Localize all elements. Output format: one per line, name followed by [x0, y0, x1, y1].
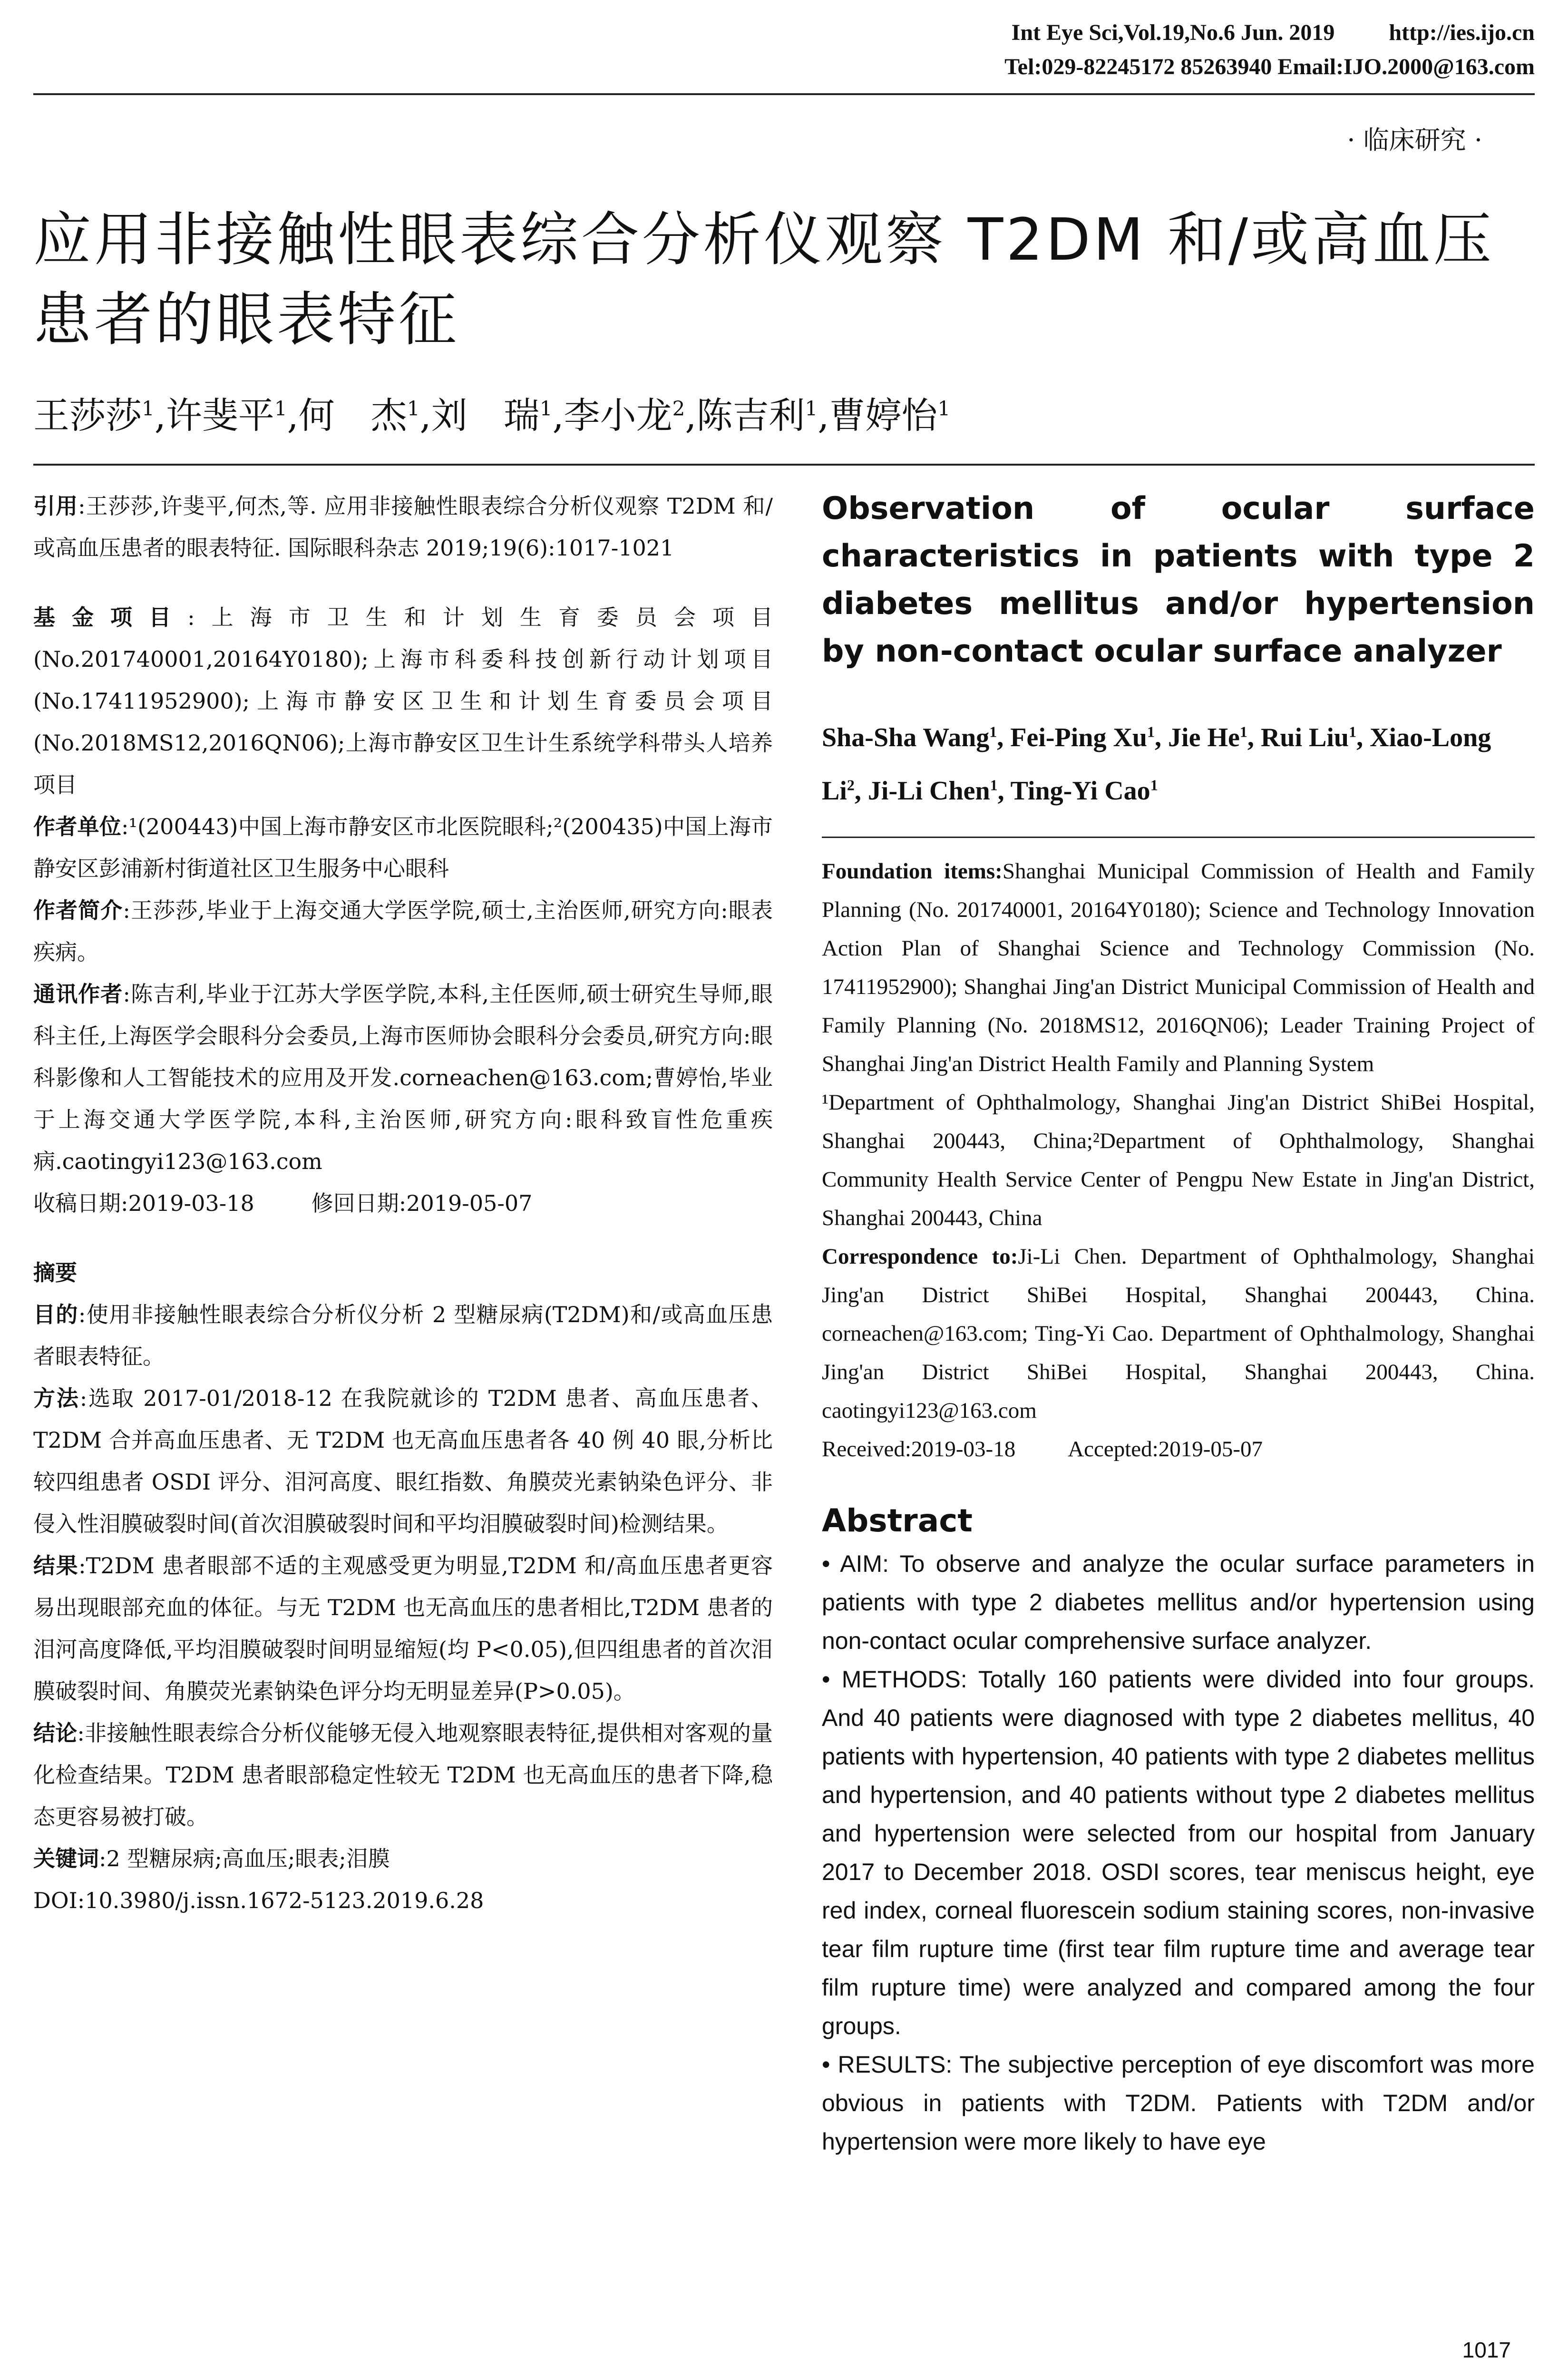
citation: 引用:王莎莎,许斐平,何杰,等. 应用非接触性眼表综合分析仪观察 T2DM 和/或高血压患者的眼表特征. 国际眼科杂志 2019;19(6):1017-1021 [33, 493, 773, 561]
affiliations: ¹Department of Ophthalmology, Shanghai Jing'an District ShiBei Hospital, Shanghai 200443, China;²Department of Ophthalmology, Shanghai Community Health Service Center of Pengpu New Estate in Jing'an District, Shanghai 200443, China [822, 1090, 1535, 1231]
author: 陈吉利$^1$ [696, 394, 818, 437]
english-authors: Sha-Sha Wang$^1$, Fei-Ping Xu$^1$, Jie He$^1$, Rui Liu$^1$, Xiao-Long Li$^2$, Ji-Li Chen$^1$, Ting-Yi Cao$^1$ [822, 722, 1491, 806]
author: Xiao-Long Li$^2$ [822, 722, 1491, 806]
foundation-items: Foundation items:Shanghai Municipal Commission of Health and Family Planning (No. 201740001, 20164Y0180); Science and Technology Innovation Action Plan of Shanghai Science and Technology Commission (No. 17411952900); Shanghai Jing'an District Municipal Commission of Health and Family Planning (No. 2018MS12, 2016QN06); Leader Training Project of Shanghai Jing'an District Health Family and Planning System [822, 859, 1535, 1077]
english-authors-rule [822, 837, 1535, 838]
fund: 基金项目:上海市卫生和计划生育委员会项目(No.201740001,20164Y0180);上海市科委科技创新行动计划项目(No.17411952900);上海市静安区卫生和计划生育委员会项目(No.2018MS12,2016QN06);上海市静安区卫生计生系统学科带头人培养项目 [33, 604, 773, 798]
chinese-title: 应用非接触性眼表综合分析仪观察 T2DM 和/或高血压患者的眼表特征 [33, 206, 1495, 353]
author: 许斐平$^1$ [166, 394, 287, 437]
abstract-heading: Abstract [822, 1502, 973, 1539]
author: 刘 瑞$^1$ [431, 394, 553, 437]
chinese-authors: 王莎莎$^1$,许斐平$^1$,何 杰$^1$,刘 瑞$^1$,李小龙$^2$,陈吉利$^1$,曹婷怡$^1$ [33, 394, 951, 437]
author: 曹婷怡$^1$ [829, 394, 951, 437]
journal-citation: Int Eye Sci,Vol.19,No.6 Jun. 2019 [1011, 20, 1335, 45]
author: Ting-Yi Cao$^1$ [1010, 776, 1158, 806]
journal-contact: Tel:029-82245172 85263940 Email:IJO.2000@163.com [1004, 54, 1535, 79]
author: Sha-Sha Wang$^1$ [822, 722, 997, 752]
section-label: · 临床研究 · [1347, 125, 1482, 155]
abstract-methods: • METHODS: Totally 160 patients were divided into four groups. And 40 patients were diagnosed with type 2 diabetes mellitus, 40 patients with hypertension, 40 patients with type 2 diabetes mellitus and hypertension, and 40 patients without type 2 diabetes mellitus and hypertension were selected from our hospital from January 2017 to December 2018. OSDI scores, tear meniscus height, eye red index, corneal fluorescein sodium staining scores, non-invasive tear film rupture time (first tear film rupture time and average tear film rupture time) were analyzed and compared among the four groups. [822, 1666, 1535, 2040]
abstract-aim: • AIM: To observe and analyze the ocular surface parameters in patients with type 2 diabetes mellitus and/or hypertension using non-contact ocular comprehensive surface analyzer. [822, 1550, 1535, 1655]
author-bio: 作者简介:王莎莎,毕业于上海交通大学医学院,硕士,主治医师,研究方向:眼表疾病。 [33, 897, 773, 965]
correspondence: Correspondence to:Ji-Li Chen. Department of Ophthalmology, Shanghai Jing'an District ShiBei Hospital, Shanghai 200443, China. corneachen@163.com; Ting-Yi Cao. Department of Ophthalmology, Shanghai Jing'an District ShiBei Hospital, Shanghai 200443, China. caotingyi123@163.com [822, 1244, 1535, 1423]
right-column [822, 485, 1535, 2161]
author-units: 作者单位:¹(200443)中国上海市静安区市北医院眼科;²(200435)中国上海市静安区彭浦新村街道社区卫生服务中心眼科 [33, 814, 773, 881]
english-title: Observation of ocular surface characteristics in patients with type 2 diabetes mellitus and/or hypertension by non-contact ocular surface analyzer [822, 491, 1535, 669]
header-rule [33, 93, 1535, 95]
methods: 方法:选取 2017-01/2018-12 在我院就诊的 T2DM 患者、高血压患者、T2DM 合并高血压患者、无 T2DM 也无高血压患者各 40 例 40 眼,分析比较四组患者 OSDI 评分、泪河高度、眼红指数、角膜荧光素钠染色评分、非侵入性泪膜破裂时间(首次泪膜破裂时间和平均泪膜破裂时间)检测结果。 [33, 1385, 773, 1537]
author: 何 杰$^1$ [298, 394, 420, 437]
aim: 目的:使用非接触性眼表综合分析仪分析 2 型糖尿病(T2DM)和/或高血压患者眼表特征。 [33, 1302, 773, 1369]
journal-url[interactable]: http://ies.ijo.cn [1389, 20, 1535, 45]
author: Fei-Ping Xu$^1$ [1010, 722, 1155, 752]
author: Jie He$^1$ [1168, 722, 1247, 752]
author: Rui Liu$^1$ [1260, 722, 1357, 752]
keywords: 关键词:2 型糖尿病;高血压;眼表;泪膜 [33, 1846, 390, 1871]
results: 结果:T2DM 患者眼部不适的主观感受更为明显,T2DM 和/高血压患者更容易出现眼部充血的体征。与无 T2DM 也无高血压的患者相比,T2DM 患者的泪河高度降低,平均泪膜破裂时间明显缩短(均 P<0.05),但四组患者的首次泪膜破裂时间、角膜荧光素钠染色评分均无明显差异(P>0.05)。 [33, 1553, 773, 1704]
page-number: 1017 [1462, 2338, 1511, 2362]
dates: 收稿日期:2019-03-18 修回日期:2019-05-07 [33, 1190, 533, 1216]
author: 李小龙$^2$ [564, 394, 685, 437]
author: 王莎莎$^1$ [33, 394, 155, 437]
doi[interactable]: DOI:10.3980/j.issn.1672-5123.2019.6.28 [33, 1888, 484, 1913]
abstract-results: • RESULTS: The subjective perception of eye discomfort was more obvious in patients with T2DM. Patients with T2DM and/or hypertension were more likely to have eye [822, 2051, 1535, 2155]
conclusion: 结论:非接触性眼表综合分析仪能够无侵入地观察眼表特征,提供相对客观的量化检查结果。T2DM 患者眼部稳定性较无 T2DM 也无高血压的患者下降,稳态更容易被打破。 [33, 1720, 773, 1830]
abstract-label: 摘要 [33, 1260, 77, 1286]
english-dates: Received:2019-03-18 Accepted:2019-05-07 [822, 1437, 1263, 1462]
corresponding-author: 通讯作者:陈吉利,毕业于江苏大学医学院,本科,主任医师,硕士研究生导师,眼科主任,上海医学会眼科分会委员,上海市医师协会眼科分会委员,研究方向:眼科影像和人工智能技术的应用及开发.corneachen@163.com;曹婷怡,毕业于上海交通大学医学院,本科,主治医师,研究方向:眼科致盲性危重疾病.caotingyi123@163.com [33, 981, 773, 1174]
authors-rule [33, 464, 1535, 466]
left-column [33, 485, 773, 1921]
author: Ji-Li Chen$^1$ [867, 776, 998, 806]
journal-header-line1 [1012, 18, 1535, 48]
